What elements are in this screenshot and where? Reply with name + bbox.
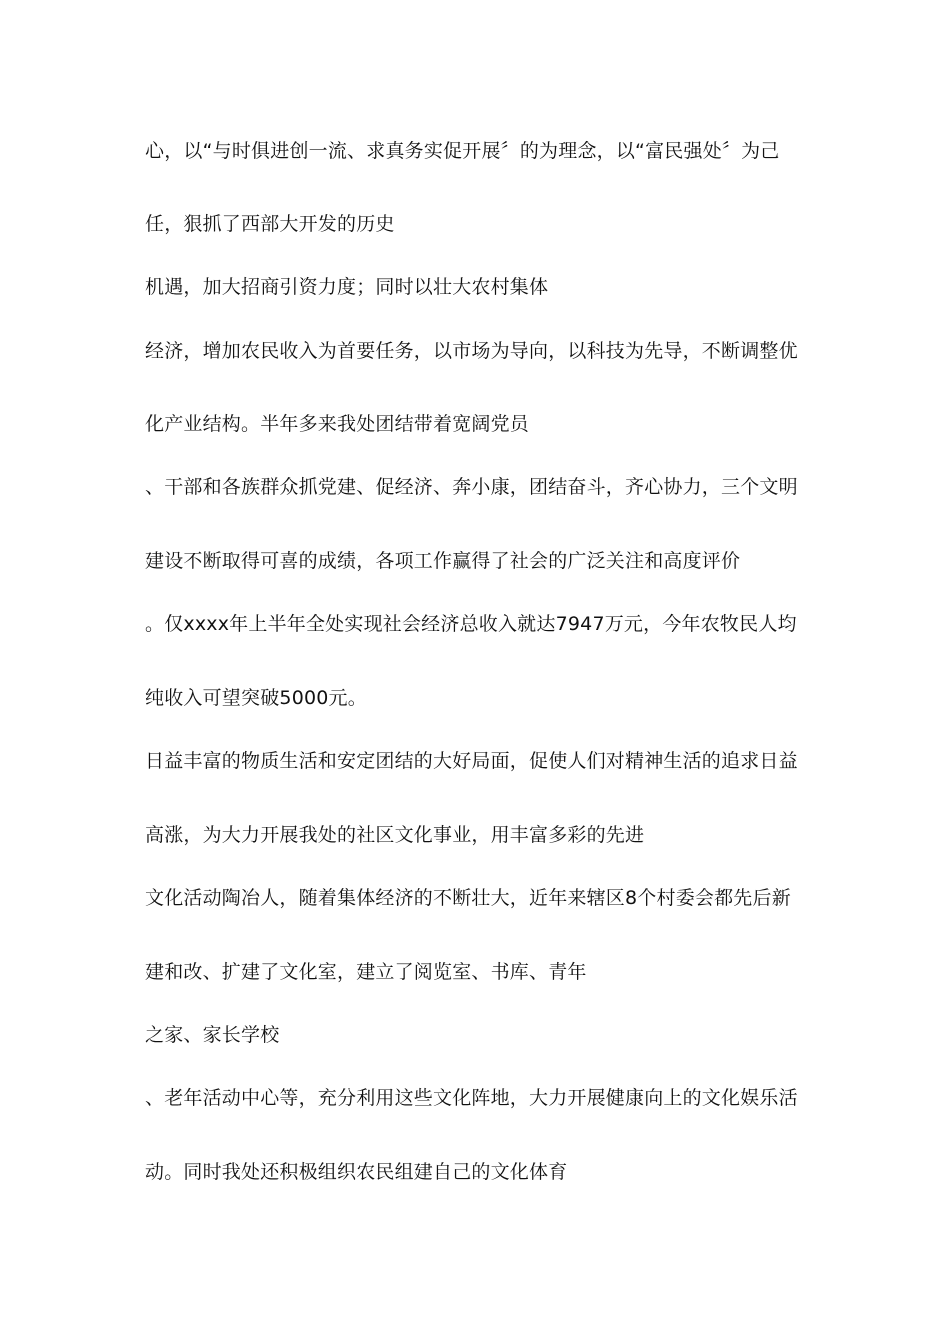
paragraph-line: 日益丰富的物质生活和安定团结的大好局面，促使人们对精神生活的追求日益 <box>145 750 798 772</box>
paragraph-line: 、老年活动中心等，充分利用这些文化阵地，大力开展健康向上的文化娱乐活 <box>145 1087 798 1109</box>
paragraph-line: 机遇，加大招商引资力度；同时以壮大农村集体 <box>145 276 549 298</box>
paragraph-line: 化产业结构。半年多来我处团结带着宽阔党员 <box>145 413 530 435</box>
paragraph-line: 高涨，为大力开展我处的社区文化事业，用丰富多彩的先进 <box>145 824 645 846</box>
paragraph-line: 之家、家长学校 <box>145 1024 280 1046</box>
paragraph-line: 任，狠抓了西部大开发的历史 <box>145 213 395 235</box>
paragraph-line: 、干部和各族群众抓党建、促经济、奔小康，团结奋斗，齐心协力，三个文明 <box>145 476 798 498</box>
paragraph-line: 建和改、扩建了文化室，建立了阅览室、书库、青年 <box>145 961 587 983</box>
paragraph-line: 经济，增加农民收入为首要任务，以市场为导向，以科技为先导，不断调整优 <box>145 340 798 362</box>
paragraph-line: 纯收入可望突破5000元。 <box>145 687 367 709</box>
paragraph-line: 心，以“与时俱进创一流、求真务实促开展〞的为理念，以“富民强处〞为己 <box>145 140 780 162</box>
paragraph-line: 建设不断取得可喜的成绩，各项工作赢得了社会的广泛关注和高度评价 <box>145 550 741 572</box>
paragraph-line: 动。同时我处还积极组织农民组建自己的文化体育 <box>145 1161 568 1183</box>
paragraph-line: 。仅xxxx年上半年全处实现社会经济总收入就达7947万元，今年农牧民人均 <box>145 613 797 635</box>
paragraph-line: 文化活动陶冶人，随着集体经济的不断壮大，近年来辖区8个村委会都先后新 <box>145 887 791 909</box>
